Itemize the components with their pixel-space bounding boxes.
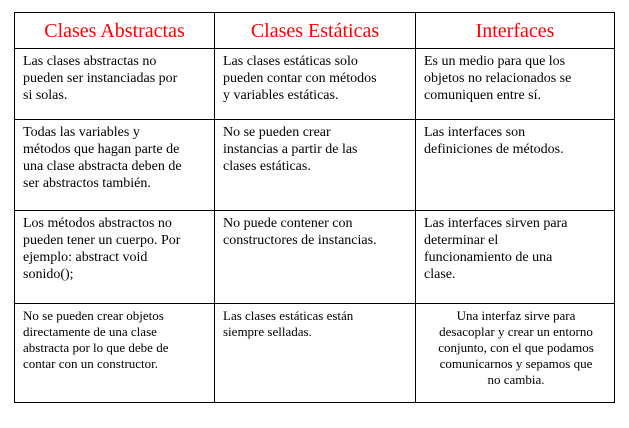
table-cell — [15, 304, 215, 403]
table-cell — [215, 120, 416, 211]
cell-text: Una interfaz sirve para desacoplar y crear un entorno conjunto, con el que podamos comunicarnos y sepamos que no cambia. — [438, 308, 594, 387]
header-clases-estaticas: Clases Estáticas — [215, 13, 416, 49]
table-cell — [215, 49, 416, 120]
table-cell — [15, 120, 215, 211]
table-row — [15, 304, 615, 403]
table-cell — [416, 49, 615, 120]
header-row — [15, 13, 615, 49]
cell-text: Las clases estáticas solo pueden contar con métodos y variables estáticas. — [223, 54, 377, 103]
table-cell — [416, 120, 615, 211]
cell-text: Es un medio para que los objetos no relacionados se comuniquen entre sí. — [424, 54, 572, 103]
table-cell — [15, 49, 215, 120]
header-interfaces: Interfaces — [416, 13, 615, 49]
cell-text: No se pueden crear instancias a partir de las clases estáticas. — [223, 125, 358, 174]
cell-text: No se pueden crear objetos directamente de una clase abstracta por lo que debe de contar con un constructor. — [23, 308, 169, 371]
cell-text: No puede contener con constructores de instancias. — [223, 216, 377, 248]
table-cell — [15, 211, 215, 304]
cell-text: Las clases abstractas no pueden ser instanciadas por si solas. — [23, 54, 178, 103]
table-row — [15, 211, 615, 304]
table-cell — [215, 304, 416, 403]
table-cell — [215, 211, 416, 304]
cell-text: Los métodos abstractos no pueden tener un cuerpo. Por ejemplo: abstract void sonido(); — [23, 216, 181, 282]
header-clases-abstractas: Clases Abstractas — [15, 13, 215, 49]
table-row — [15, 49, 615, 120]
table-row — [15, 120, 615, 211]
cell-text: Las interfaces son definiciones de métodos. — [424, 125, 564, 157]
table-cell — [416, 304, 615, 403]
cell-text: Todas las variables y métodos que hagan parte de una clase abstracta deben de ser abstractos también. — [23, 125, 182, 191]
cell-text: Las interfaces sirven para determinar el funcionamiento de una clase. — [424, 216, 568, 282]
table-cell — [416, 211, 615, 304]
comparison-table — [14, 12, 615, 403]
cell-text: Las clases estáticas están siempre selladas. — [223, 308, 354, 339]
